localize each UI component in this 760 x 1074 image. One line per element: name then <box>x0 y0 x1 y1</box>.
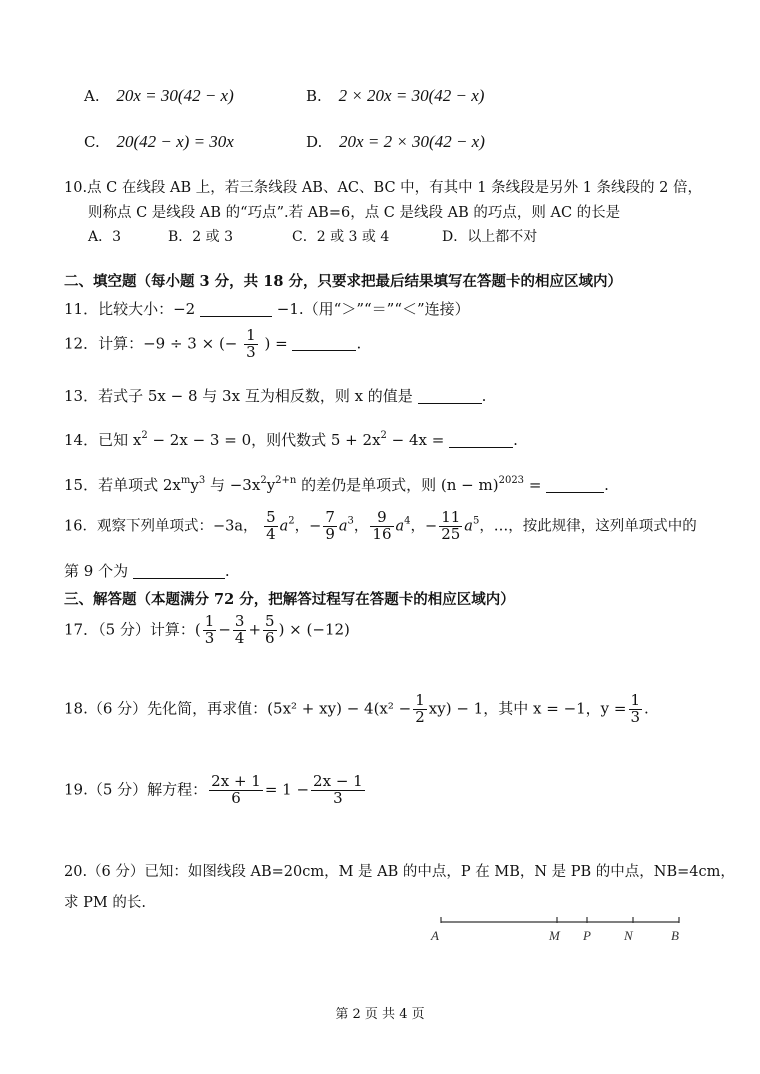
q10-option-a: A．3 <box>88 229 122 245</box>
q15-sup-2023: 2023 <box>498 475 525 486</box>
q18-y-num: 1 <box>630 691 641 709</box>
q19-frac2 <box>311 774 365 807</box>
q9-option-a-text: 20x = 30(42 − x) <box>116 86 234 105</box>
q17-frac1 <box>203 614 217 647</box>
q14-text-a: 14．已知 x <box>64 431 142 449</box>
q16-term4-den: 16 <box>372 524 392 543</box>
q16-answer-blank[interactable] <box>133 563 225 579</box>
label-m: M <box>549 928 560 943</box>
q16-term5-num: 11 <box>441 508 461 526</box>
q11-answer-blank[interactable] <box>200 301 272 317</box>
q15-text-b: y <box>190 476 199 494</box>
q9-option-c-text: 20(42 − x) = 30x <box>116 132 234 151</box>
q19-text-a: 19.（5 分）解方程： <box>64 780 208 799</box>
q19-frac1-num: 2x + 1 <box>211 772 261 790</box>
q20-segment-diagram <box>425 910 695 944</box>
q16-term4-var: a <box>395 518 405 535</box>
q15-answer-blank[interactable] <box>546 477 604 493</box>
q17: 17．（5 分）计算：( $\frac{1}{3}$ − $\frac{3}{4}$ + $\frac{5}{6}$ ) × (−12) <box>64 612 350 647</box>
q9-option-d <box>306 132 485 152</box>
q19-frac2-den: 3 <box>333 788 343 807</box>
q12-answer-blank[interactable] <box>292 335 356 351</box>
q17-frac2-num: 3 <box>234 612 245 630</box>
q15-text-e: 的差仍是单项式，则 (n − m) <box>296 476 499 494</box>
q18-y-frac <box>629 693 643 726</box>
q9-option-c-label: C. <box>84 133 100 151</box>
q17-frac3-num: 5 <box>265 612 275 630</box>
q12-text-b: ) = <box>264 334 288 353</box>
q12-num: 1 <box>246 326 256 344</box>
q15-text-c: 与 −3x <box>205 476 261 494</box>
section3-heading: 三、解答题（本题满分 72 分，把解答过程写在答题卡的相应区域内） <box>64 591 515 608</box>
q17-frac3-den: 6 <box>265 628 275 647</box>
q14-text-c: − 4x = <box>386 431 445 449</box>
label-b: B <box>671 928 679 943</box>
q9-option-d-label: D. <box>306 133 323 151</box>
q15-text-a: 15．若单项式 2x <box>64 476 181 494</box>
q16-text-b: ，…，按此规律，这列单项式中的 <box>479 518 697 535</box>
q16-line2-text: 第 9 个为 <box>64 562 129 580</box>
q19-text-b: = 1 − <box>264 780 310 799</box>
q16-term5-den: 25 <box>441 524 461 543</box>
q16-term4-sup: 4 <box>404 515 411 527</box>
q16-term4-num: 9 <box>370 510 393 527</box>
label-a: A <box>431 928 439 943</box>
q18-y-den: 3 <box>630 707 641 726</box>
q20-line2: 求 PM 的长. <box>64 895 146 911</box>
q18: 18.（6 分）先化简，再求值：(5x² + xy) − 4(x² − $\frac{1}{2}$ xy) − 1，其中 x = −1，y = $\frac{1}{3}$ . <box>64 691 649 726</box>
section2-heading: 二、填空题（每小题 3 分，共 18 分，只要求把最后结果填写在答题卡的相应区域内） <box>64 273 622 290</box>
q16-term5-var: a <box>464 518 473 535</box>
q18-text-a: 18.（6 分）先化简，再求值：(5x² + xy) − 4(x² − <box>64 699 412 718</box>
q17-text-b: ) × (−12) <box>278 620 350 639</box>
q16-term3-sup: 3 <box>347 515 354 527</box>
q16-term3-var: a <box>338 518 348 535</box>
q9-option-b-text: 2 × 20x = 30(42 − x) <box>338 86 485 105</box>
q16-line2: 第 9 个为 . <box>64 562 230 580</box>
q15-text-f: = <box>524 476 542 494</box>
q13-text: 13．若式子 5x − 8 与 3x 互为相反数，则 x 的值是 <box>64 387 413 405</box>
q12: 12．计算：−9 ÷ 3 × (− $\frac{1}{3}$ ) = . <box>64 326 362 361</box>
q13-answer-blank[interactable] <box>418 388 482 404</box>
label-p: P <box>583 928 591 943</box>
q16-term2-num: 5 <box>266 508 276 526</box>
q9-option-c <box>84 132 234 152</box>
q9-option-a <box>84 86 234 106</box>
q16-term3-frac <box>323 510 337 543</box>
q17-frac1-num: 1 <box>204 612 215 630</box>
q18-frac-num: 1 <box>415 691 425 709</box>
q11 <box>64 298 470 319</box>
q11-text-a: 11．比较大小：−2 <box>64 300 196 318</box>
q19-frac1 <box>209 774 263 807</box>
q19-frac2-num: 2x − 1 <box>313 772 363 790</box>
q15-text-d: y <box>266 476 276 494</box>
q14-sup2: 2 <box>380 430 387 441</box>
q16-term2-frac <box>264 510 278 543</box>
q17-frac2 <box>233 614 247 647</box>
q17-frac2-den: 4 <box>234 628 245 647</box>
q10-line1: 10.点 C 在线段 AB 上，若三条线段 AB、AC、BC 中，有其中 1 条线段是另外 1 条线段的 2 倍， <box>64 180 702 196</box>
q18-frac-den: 2 <box>415 707 425 726</box>
q16-term5-frac <box>439 510 462 543</box>
label-n: N <box>624 928 633 943</box>
q18-text-b: xy) − 1，其中 x = −1，y = <box>428 699 627 718</box>
q10-line2: 则称点 C 是线段 AB 的“巧点”.若 AB=6，点 C 是线段 AB 的巧点，则 AC 的长是 <box>88 205 621 221</box>
q16: 16．观察下列单项式：−3a， $\frac{5}{4}$ $a^2$，− $\frac{7}{9}$ $a^3$， $\frac{9}{16}$ $a^4$，− $\frac{11}{25}$ $a^5$，…，按此规律，这列单项式中的 <box>64 508 697 543</box>
q16-term4-frac <box>370 510 393 543</box>
q16-term2-den: 4 <box>266 524 276 543</box>
q20-line1: 20.（6 分）已知：如图线段 AB=20cm，M 是 AB 的中点，P 在 MB，N 是 PB 的中点，NB=4cm， <box>64 864 735 880</box>
q9-option-b-label: B. <box>306 87 322 105</box>
q13: 13．若式子 5x − 8 与 3x 互为相反数，则 x 的值是 . <box>64 387 487 405</box>
q15-sup-m: m <box>180 475 191 486</box>
q11-text-b: −1.（用“＞”“＝”“＜”连接） <box>276 300 470 318</box>
q15: 15．若单项式 $2x^my^3$ 与 $-3x^2y^{2+n}$ 的差仍是单项式，则 $(n - m)^{2023}$ = . <box>64 475 609 494</box>
q9-option-b <box>306 86 484 106</box>
q14-text-b: − 2x − 3 = 0，则代数式 5 + 2x <box>147 431 381 449</box>
page-footer: 第 2 页 共 4 页 <box>335 1007 425 1022</box>
q14-sup: 2 <box>141 430 148 441</box>
q16-term5-sup: 5 <box>472 515 480 527</box>
q9-option-d-text: 20x = 2 × 30(42 − x) <box>339 132 485 151</box>
q17-frac3 <box>263 614 277 647</box>
q18-frac <box>413 693 427 726</box>
q10-option-d: D．以上都不对 <box>442 229 538 245</box>
q16-term2-sup: 2 <box>288 515 295 527</box>
q15-sup-2n: 2+n <box>275 475 297 486</box>
q12-den: 3 <box>246 342 256 361</box>
q17-text-a: 17．（5 分）计算：( <box>64 620 201 639</box>
q14: 14．已知 $x^2 - 2x - 3 = 0$，则代数式 $5 + 2x^2 - 4x$ = . <box>64 430 518 449</box>
q15-sup-3: 3 <box>198 475 206 486</box>
q10-option-b: B．2 或 3 <box>168 229 234 245</box>
q14-answer-blank[interactable] <box>449 432 513 448</box>
q19-frac1-den: 6 <box>231 788 241 807</box>
q10-option-c: C．2 或 3 或 4 <box>292 229 390 245</box>
q17-frac1-den: 3 <box>204 628 215 647</box>
q9-option-a-label: A. <box>84 87 100 105</box>
q16-text-a: 16．观察下列单项式：−3a， <box>64 518 258 535</box>
q16-term3-num: 7 <box>325 508 335 526</box>
q19 <box>64 774 367 807</box>
q15-sup-2: 2 <box>260 475 267 486</box>
q16-term3-den: 9 <box>325 524 335 543</box>
q12-fraction <box>244 328 258 361</box>
q16-term2-var: a <box>279 518 289 535</box>
q12-text-a: 12．计算：−9 ÷ 3 × (− <box>64 334 238 353</box>
